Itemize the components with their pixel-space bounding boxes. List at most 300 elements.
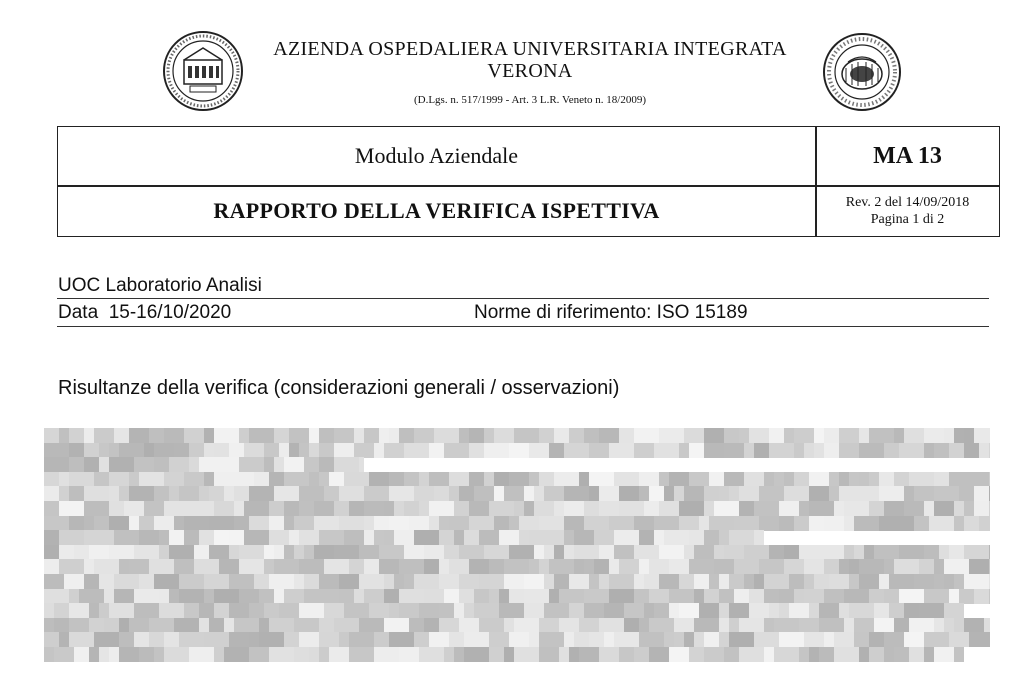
pixel-block — [599, 501, 619, 516]
pixel-block — [409, 618, 424, 633]
pixel-block — [119, 618, 129, 633]
pixel-block — [974, 501, 989, 516]
pixel-block — [619, 647, 634, 662]
pixel-block — [114, 530, 124, 545]
pixel-block — [419, 603, 439, 618]
pixel-block — [269, 530, 289, 545]
pixel-block — [159, 545, 169, 560]
pixel-block — [309, 472, 319, 487]
pixel-block — [119, 632, 134, 647]
pixel-block — [99, 647, 109, 662]
pixel-block — [59, 486, 69, 501]
pixel-block — [954, 428, 964, 443]
pixel-block — [964, 618, 984, 633]
pixel-block — [384, 443, 404, 458]
pixel-block — [459, 618, 479, 633]
pixel-block — [704, 486, 719, 501]
pixel-block — [94, 530, 114, 545]
pixel-block — [169, 457, 189, 472]
pixel-block — [989, 574, 990, 589]
pixel-block — [504, 574, 524, 589]
pixel-block — [564, 545, 574, 560]
pixel-block — [224, 618, 234, 633]
pixel-block — [449, 486, 459, 501]
pixel-block — [84, 443, 99, 458]
pixel-block — [154, 647, 164, 662]
pixel-block — [879, 574, 889, 589]
pixel-block — [809, 486, 829, 501]
pixel-block — [654, 603, 669, 618]
pixel-block — [929, 516, 954, 531]
pixel-block — [874, 603, 889, 618]
pixel-block — [829, 574, 849, 589]
pixel-block — [204, 428, 214, 443]
pixel-block — [694, 545, 714, 560]
pixel-block — [539, 472, 554, 487]
pixel-block — [849, 472, 859, 487]
pixel-block — [329, 647, 349, 662]
pixel-block — [244, 443, 264, 458]
pixel-block — [259, 632, 284, 647]
pixel-block — [89, 603, 99, 618]
pixel-block — [94, 632, 119, 647]
pixel-block — [894, 647, 909, 662]
pixel-block — [349, 632, 374, 647]
pixel-block — [279, 603, 299, 618]
pixel-block — [679, 516, 699, 531]
pixel-block — [94, 516, 109, 531]
pixel-block — [719, 603, 729, 618]
pixel-block — [574, 530, 594, 545]
pixel-block — [84, 574, 99, 589]
pixel-block — [434, 428, 459, 443]
pixel-block — [489, 632, 509, 647]
pixel-block — [894, 559, 919, 574]
pixel-block — [984, 618, 990, 633]
pixel-block — [69, 443, 84, 458]
pixel-block — [294, 545, 304, 560]
pixel-block — [744, 574, 754, 589]
pixel-block — [439, 516, 449, 531]
pixel-block — [214, 443, 229, 458]
pixel-block — [84, 486, 109, 501]
pixel-block — [109, 486, 119, 501]
pixel-block — [614, 472, 639, 487]
pixel-block — [764, 618, 774, 633]
pixel-block — [59, 559, 84, 574]
pixel-block — [384, 589, 399, 604]
pixel-block — [719, 618, 729, 633]
pixel-block — [569, 428, 584, 443]
redacted-findings-text — [44, 428, 990, 668]
pixel-block — [964, 443, 979, 458]
pixel-block — [519, 516, 539, 531]
pixel-block — [104, 618, 119, 633]
pixel-block — [779, 516, 794, 531]
pixel-block — [324, 486, 339, 501]
module-label: Modulo Aziendale — [354, 143, 519, 168]
pixel-block — [494, 428, 514, 443]
legal-reference: (D.Lgs. n. 517/1999 - Art. 3 L.R. Veneto n. 18/2009) — [413, 94, 646, 106]
pixel-block — [704, 501, 714, 516]
pixel-block — [729, 486, 739, 501]
pixel-block — [679, 603, 699, 618]
pixel-block — [269, 501, 284, 516]
pixel-block — [869, 472, 879, 487]
pixel-block — [704, 428, 724, 443]
pixel-block — [249, 603, 264, 618]
pixel-block — [74, 545, 89, 560]
pixel-block — [154, 516, 174, 531]
pixel-block — [524, 574, 544, 589]
pixel-block — [564, 516, 584, 531]
pixel-block — [439, 530, 454, 545]
pixel-block — [709, 472, 724, 487]
pixel-block — [804, 574, 814, 589]
pixel-block — [169, 530, 184, 545]
pixel-block — [654, 443, 679, 458]
pixel-block — [379, 428, 389, 443]
pixel-block — [789, 603, 809, 618]
pixel-block — [459, 589, 474, 604]
pixel-block — [669, 603, 679, 618]
pixel-block — [674, 618, 694, 633]
pixel-block — [319, 472, 329, 487]
pixel-block — [719, 574, 729, 589]
pixel-block — [504, 486, 524, 501]
pixel-block — [459, 574, 479, 589]
pixel-block — [259, 589, 274, 604]
pixel-block — [424, 618, 439, 633]
pixel-block — [779, 589, 794, 604]
pixel-block — [609, 589, 634, 604]
pixel-block — [454, 603, 464, 618]
pixel-block — [489, 501, 514, 516]
pixel-block — [274, 457, 284, 472]
pixel-block — [634, 647, 649, 662]
pixel-block — [779, 632, 804, 647]
pixel-block — [184, 472, 204, 487]
pixel-block — [369, 603, 389, 618]
pixel-block — [664, 486, 674, 501]
pixel-block — [409, 516, 429, 531]
pixel-block — [514, 618, 539, 633]
pixel-block — [844, 501, 869, 516]
pixel-block — [459, 428, 469, 443]
pixel-block — [84, 530, 94, 545]
pixel-block — [794, 472, 809, 487]
pixel-block — [239, 545, 264, 560]
page-number: Pagina 1 di 2 — [870, 212, 945, 227]
pixel-block — [814, 443, 824, 458]
pixel-block — [589, 486, 599, 501]
pixel-block — [334, 443, 354, 458]
pixel-block — [644, 574, 659, 589]
pixel-block — [324, 603, 344, 618]
pixel-block — [169, 545, 194, 560]
pixel-block — [944, 618, 954, 633]
pixel-block — [124, 530, 139, 545]
pixel-block — [589, 574, 599, 589]
pixel-block — [539, 632, 564, 647]
pixel-block — [744, 443, 754, 458]
pixel-block — [229, 632, 249, 647]
pixel-block — [684, 632, 694, 647]
pixel-block — [844, 618, 854, 633]
pixel-block — [454, 530, 464, 545]
pixel-block — [164, 428, 184, 443]
pixel-block — [869, 647, 884, 662]
pixel-block — [884, 443, 899, 458]
pixel-block — [644, 603, 654, 618]
pixel-block — [684, 545, 694, 560]
pixel-block — [749, 428, 769, 443]
pixel-block — [344, 472, 369, 487]
pixel-block — [619, 486, 639, 501]
pixel-block — [844, 516, 854, 531]
pixel-block — [819, 603, 839, 618]
pixel-block — [934, 647, 954, 662]
pixel-block — [609, 574, 634, 589]
pixel-block — [924, 428, 944, 443]
pixel-block — [69, 486, 84, 501]
pixel-block — [299, 486, 324, 501]
pixel-block — [784, 472, 794, 487]
pixel-block — [374, 530, 384, 545]
pixel-block — [199, 486, 209, 501]
pixel-block — [559, 589, 584, 604]
pixel-block — [514, 647, 539, 662]
pixel-block — [544, 545, 554, 560]
pixel-block — [94, 559, 119, 574]
pixel-block — [84, 559, 94, 574]
pixel-block — [924, 501, 934, 516]
pixel-block — [704, 530, 719, 545]
pixel-block — [879, 486, 904, 501]
pixel-block — [569, 574, 589, 589]
pixel-block — [534, 486, 544, 501]
pixel-block — [969, 632, 990, 647]
pixel-block — [164, 632, 179, 647]
pixel-block — [394, 530, 414, 545]
pixel-block — [854, 632, 869, 647]
pixel-block — [859, 486, 879, 501]
pixel-block — [719, 530, 729, 545]
pixel-block — [874, 618, 894, 633]
pixel-block — [99, 457, 109, 472]
pixel-block — [934, 501, 954, 516]
pixel-block — [469, 501, 489, 516]
pixel-block — [349, 559, 364, 574]
pixel-block — [759, 516, 779, 531]
pixel-block — [204, 443, 214, 458]
pixel-block — [54, 603, 69, 618]
pixel-block — [184, 603, 199, 618]
pixel-block — [399, 559, 424, 574]
pixel-block — [599, 574, 609, 589]
pixel-block — [134, 589, 159, 604]
pixel-block — [624, 618, 639, 633]
pixel-block — [509, 443, 529, 458]
pixel-block — [864, 545, 874, 560]
pixel-block — [934, 574, 944, 589]
pixel-block — [234, 501, 244, 516]
pixel-block — [129, 428, 149, 443]
pixel-block — [949, 472, 964, 487]
pixel-block — [359, 574, 384, 589]
pixel-block — [704, 443, 724, 458]
pixel-block — [729, 632, 754, 647]
pixel-block — [574, 545, 599, 560]
pixel-block — [109, 603, 134, 618]
pixel-block — [739, 428, 749, 443]
pixel-block — [214, 647, 224, 662]
pixel-block — [569, 647, 579, 662]
pixel-block — [129, 618, 149, 633]
pixel-block — [59, 632, 69, 647]
pixel-block — [764, 589, 779, 604]
pixel-block — [659, 472, 669, 487]
pixel-block — [859, 428, 869, 443]
pixel-block — [119, 486, 129, 501]
pixel-block — [819, 545, 844, 560]
pixel-block — [44, 486, 59, 501]
pixel-block — [529, 559, 539, 574]
pixel-block — [704, 589, 719, 604]
pixel-block — [894, 472, 909, 487]
pixel-block — [544, 603, 569, 618]
pixel-block — [694, 589, 704, 604]
pixel-block — [684, 486, 704, 501]
pixel-block — [194, 545, 209, 560]
pixel-block — [59, 428, 69, 443]
pixel-block — [739, 618, 764, 633]
pixel-block — [639, 472, 659, 487]
pixel-block — [504, 559, 529, 574]
pixel-block — [269, 472, 284, 487]
pixel-block — [709, 516, 734, 531]
pixel-block — [269, 647, 294, 662]
pixel-block — [149, 618, 174, 633]
university-seal-icon — [822, 32, 902, 112]
pixel-block — [314, 516, 339, 531]
pixel-block — [109, 472, 129, 487]
pixel-block — [699, 516, 709, 531]
pixel-block — [919, 603, 944, 618]
pixel-block — [924, 443, 934, 458]
pixel-block — [564, 530, 574, 545]
pixel-block — [819, 647, 834, 662]
pixel-block — [154, 443, 174, 458]
pixel-block — [949, 545, 964, 560]
pixel-block — [259, 618, 269, 633]
pixel-block — [524, 501, 534, 516]
pixel-block — [989, 589, 990, 604]
pixel-block — [799, 618, 819, 633]
pixel-block — [439, 618, 459, 633]
pixel-block — [784, 486, 809, 501]
pixel-block — [489, 559, 504, 574]
pixel-block — [524, 486, 534, 501]
pixel-block — [274, 545, 284, 560]
pixel-block — [204, 574, 229, 589]
pixel-block — [949, 443, 964, 458]
pixel-block — [289, 530, 299, 545]
pixel-block — [934, 618, 944, 633]
pixel-block — [459, 486, 474, 501]
pixel-block — [234, 618, 259, 633]
pixel-block — [504, 647, 514, 662]
pixel-block — [754, 501, 779, 516]
pixel-block — [84, 457, 99, 472]
pixel-block — [129, 516, 139, 531]
pixel-block — [179, 589, 204, 604]
pixel-block — [174, 516, 184, 531]
pixel-block — [894, 428, 904, 443]
pixel-block — [229, 472, 254, 487]
pixel-block — [949, 632, 969, 647]
pixel-block — [469, 559, 489, 574]
pixel-block — [644, 501, 659, 516]
pixel-block — [654, 530, 664, 545]
pixel-block — [979, 443, 989, 458]
pixel-block — [569, 603, 584, 618]
pixel-block — [439, 574, 459, 589]
pixel-block — [559, 647, 569, 662]
pixel-block — [204, 589, 214, 604]
pixel-block — [334, 457, 359, 472]
pixel-block — [809, 603, 819, 618]
department-name: UOC Laboratorio Analisi — [58, 275, 262, 296]
pixel-block — [934, 559, 944, 574]
pixel-block — [834, 632, 854, 647]
pixel-block — [379, 545, 404, 560]
pixel-block — [499, 603, 524, 618]
pixel-block — [189, 647, 214, 662]
pixel-block — [549, 443, 564, 458]
pixel-block — [189, 443, 204, 458]
pixel-block — [144, 443, 154, 458]
pixel-block — [354, 443, 374, 458]
pixel-block — [909, 618, 934, 633]
pixel-block — [84, 428, 94, 443]
pixel-block — [364, 530, 374, 545]
pixel-block — [289, 443, 299, 458]
pixel-block — [834, 501, 844, 516]
pixel-block — [224, 457, 239, 472]
pixel-block — [824, 632, 834, 647]
pixel-block — [734, 559, 759, 574]
pixel-block — [314, 545, 334, 560]
pixel-block — [44, 516, 69, 531]
pixel-block — [59, 501, 84, 516]
pixel-block — [729, 574, 744, 589]
pixel-block — [99, 443, 109, 458]
pixel-block — [319, 428, 334, 443]
pixel-block — [914, 486, 934, 501]
pixel-block — [394, 501, 404, 516]
pixel-block — [109, 516, 129, 531]
pixel-block — [764, 647, 774, 662]
pixel-block — [469, 443, 484, 458]
pixel-block — [484, 443, 509, 458]
form-code: MA 13 — [873, 142, 942, 169]
pixel-block — [344, 603, 369, 618]
pixel-block — [834, 647, 859, 662]
pixel-block — [264, 603, 279, 618]
pixel-block — [609, 443, 634, 458]
pixel-block — [194, 559, 219, 574]
